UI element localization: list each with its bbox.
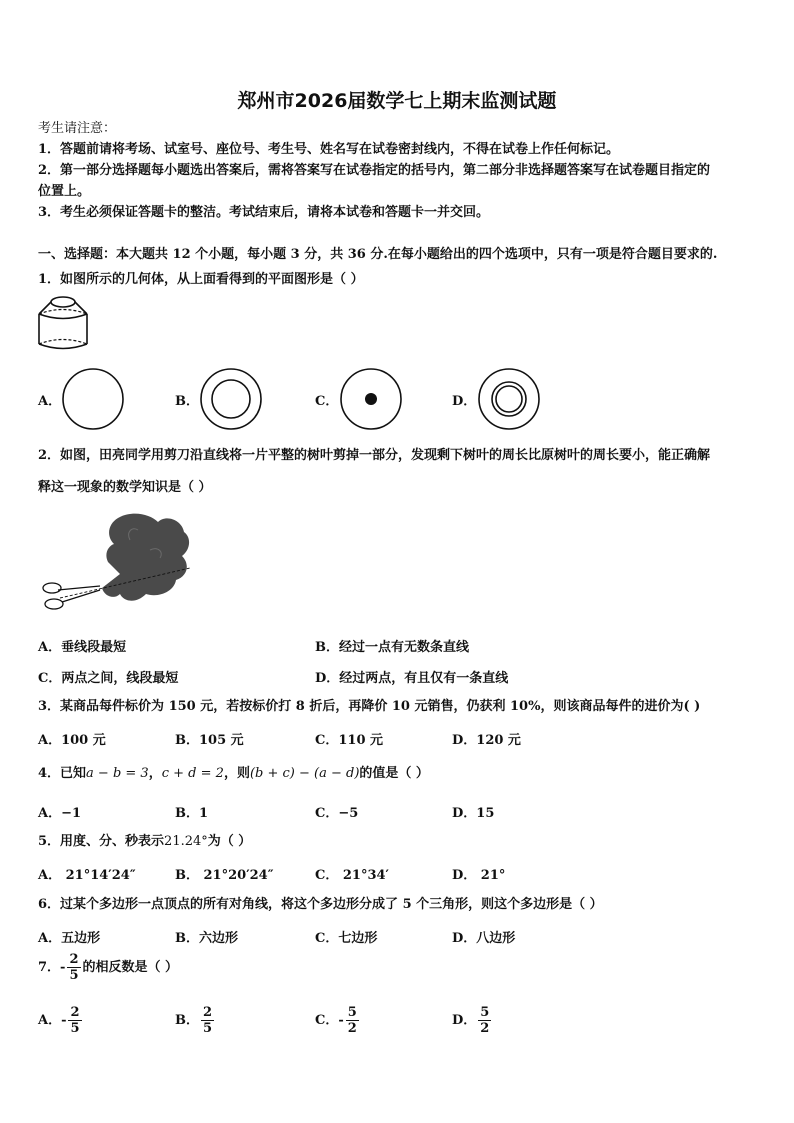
q5-suffix: 为（ ） — [207, 834, 252, 849]
q5-option-b: B． 21°20′24″ — [175, 868, 274, 883]
q3-option-a: A．100 元 — [38, 733, 106, 748]
q1-option-c-label: C． — [315, 394, 339, 409]
q6-option-a: A．五边形 — [38, 931, 101, 946]
q6-option-b: B．六边形 — [175, 931, 238, 946]
q4-mid: ，则 — [223, 766, 250, 781]
q5-option-c: C． 21°34′ — [315, 868, 389, 883]
q7-option-d-label: D． — [452, 1013, 477, 1028]
q4-separator: ， — [148, 766, 162, 781]
q7-option-d — [452, 1005, 493, 1036]
question-2-stem-line2: 释这一现象的数学知识是（ ） — [38, 480, 212, 495]
q7-option-c-fraction — [346, 1005, 359, 1036]
cylinder-solid-figure — [34, 292, 92, 356]
q3-option-d: D．120 元 — [452, 733, 521, 748]
q1-option-c-figure — [338, 366, 404, 432]
q7-option-b-denominator: 5 — [203, 1021, 213, 1036]
notice-heading: 考生请注意： — [38, 121, 117, 136]
q7-option-d-fraction — [478, 1005, 491, 1036]
q7-fraction-numerator: 2 — [69, 952, 79, 967]
page-title: 郑州市2026届数学七上期末监测试题 — [237, 90, 557, 112]
q4-expression: (b + c) − (a − d) — [249, 766, 360, 781]
q7-option-a — [38, 1005, 84, 1036]
q1-option-a-figure — [60, 366, 126, 432]
question-3-stem: 3．某商品每件标价为 150 元，若按标价打 8 折后，再降价 10 元销售，仍获利 10%，则该商品每件的进价为( ) — [38, 699, 701, 714]
q7-option-b-label: B． — [175, 1013, 199, 1028]
notice-item-2: 2．第一部分选择题每小题选出答案后，需将答案写在试卷指定的括号内，第二部分非选择题答案写在试卷题目指定的 — [38, 163, 711, 178]
section-heading: 一、选择题：本大题共 12 个小题，每小题 3 分，共 36 分.在每小题给出的四个选项中，只有一项是符合题目要求的. — [38, 247, 718, 262]
q7-option-b — [175, 1005, 216, 1036]
q2-option-d: D．经过两点，有且仅有一条直线 — [315, 671, 509, 686]
question-6-stem: 6．过某个多边形一点顶点的所有对角线，将这个多边形分成了 5 个三角形，则这个多边形是（ ） — [38, 897, 603, 912]
question-2-stem-line1: 2．如图，田亮同学用剪刀沿直线将一片平整的树叶剪掉一部分，发现剩下树叶的周长比原树叶的周长要小，能正确解 — [38, 448, 711, 463]
q4-option-c: C．−5 — [315, 806, 359, 821]
q1-option-b-label: B． — [175, 394, 199, 409]
q5-option-d: D． 21° — [452, 868, 506, 883]
q5-prefix: 5．用度、分、秒表示 — [38, 834, 165, 849]
q4-option-d: D．15 — [452, 806, 495, 821]
q7-option-b-numerator: 2 — [203, 1005, 213, 1020]
q7-prefix: 7．- — [38, 960, 66, 975]
q4-equation-2: c + d = 2 — [161, 766, 224, 781]
q7-option-c — [315, 1005, 361, 1036]
leaf-scissors-figure — [40, 510, 200, 610]
q6-option-d: D．八边形 — [452, 931, 516, 946]
notice-item-2-cont: 位置上。 — [38, 184, 91, 199]
q5-value: 21.24° — [164, 834, 208, 849]
q6-option-c: C．七边形 — [315, 931, 378, 946]
question-7-stem — [38, 952, 178, 983]
q7-option-a-numerator: 2 — [70, 1005, 80, 1020]
q7-option-c-numerator: 5 — [347, 1005, 357, 1020]
q7-option-a-label: A．- — [38, 1013, 67, 1028]
q1-option-a-label: A． — [38, 394, 62, 409]
q4-equation-1: a − b = 3 — [86, 766, 149, 781]
q7-fraction-denominator: 5 — [69, 968, 79, 983]
q7-suffix: 的相反数是（ ） — [82, 960, 179, 975]
q4-option-b: B．1 — [175, 806, 209, 821]
question-5-stem — [38, 833, 251, 850]
q7-option-b-fraction — [201, 1005, 214, 1036]
question-1-stem: 1．如图所示的几何体，从上面看得到的平面图形是（ ） — [38, 272, 364, 287]
q1-option-d-figure — [476, 366, 542, 432]
q7-option-c-label: C．- — [315, 1013, 344, 1028]
q7-option-a-fraction — [68, 1005, 81, 1036]
notice-item-1: 1．答题前请将考场、试室号、座位号、考生号、姓名写在试卷密封线内，不得在试卷上作任何标记。 — [38, 142, 620, 157]
q3-option-b: B．105 元 — [175, 733, 244, 748]
q4-prefix: 4．已知 — [38, 766, 87, 781]
q7-option-c-denominator: 2 — [347, 1021, 357, 1036]
q7-fraction — [67, 952, 80, 983]
notice-item-3: 3．考生必须保证答题卡的整洁。考试结束后，请将本试卷和答题卡一并交回。 — [38, 205, 490, 220]
q1-option-d-label: D． — [452, 394, 477, 409]
q4-option-a: A．−1 — [38, 806, 82, 821]
q3-option-c: C．110 元 — [315, 733, 384, 748]
q2-option-a: A．垂线段最短 — [38, 640, 127, 655]
q5-option-a: A． 21°14′24″ — [38, 868, 136, 883]
q1-option-b-figure — [198, 366, 264, 432]
q2-option-b: B．经过一点有无数条直线 — [315, 640, 469, 655]
q4-suffix: 的值是（ ） — [359, 766, 429, 781]
question-4-stem — [38, 765, 429, 782]
q2-option-c: C．两点之间，线段最短 — [38, 671, 179, 686]
q7-option-d-numerator: 5 — [480, 1005, 490, 1020]
q7-option-a-denominator: 5 — [70, 1021, 80, 1036]
q7-option-d-denominator: 2 — [480, 1021, 490, 1036]
